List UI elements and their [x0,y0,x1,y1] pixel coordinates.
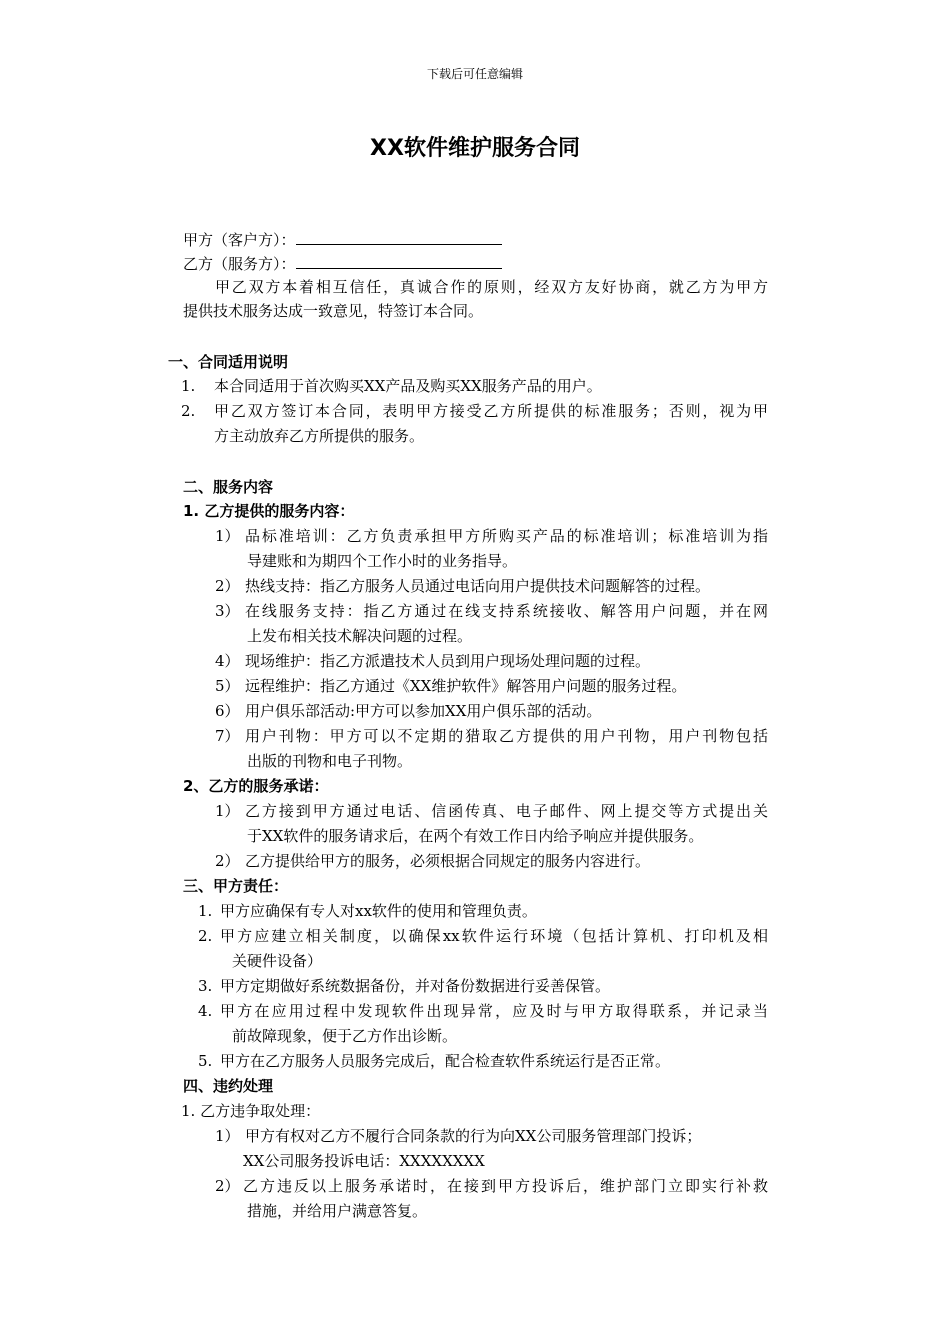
breach-item-1-num: 1） [215,1127,240,1145]
service-item-6-text: 用户俱乐部活动:甲方可以参加XX用户俱乐部的活动。 [245,702,602,720]
service-item-7-num: 7） [215,727,240,745]
intro-line-1: 甲乙双方本着相互信任，真诚合作的原则，经双方友好协商，就乙方为甲方 [215,278,768,296]
promise-item-1-num: 1） [215,802,240,820]
party-a-blank[interactable] [296,228,502,245]
promise-item-2-text: 乙方提供给甲方的服务，必须根据合同规定的服务内容进行。 [245,852,651,870]
duty-item-4-text: 甲方在应用过程中发现软件出现异常，应及时与甲方取得联系，并记录当 [220,1002,768,1020]
service-item-1-text-cont: 导建账和为期四个工作小时的业务指导。 [247,552,518,570]
promise-item-2-num: 2） [215,852,240,870]
service-item-4-text: 现场维护：指乙方派遣技术人员到用户现场处理问题的过程。 [245,652,651,670]
promise-item-1-text-cont: 于XX软件的服务请求后，在两个有效工作日内给予响应并提供服务。 [247,827,704,845]
section2-sub1-heading: 1. 乙方提供的服务内容： [183,502,355,520]
service-item-7-text-cont: 出版的刊物和电子刊物。 [247,752,413,770]
service-item-3-num: 3） [215,602,240,620]
intro-line-2: 提供技术服务达成一致意见，特签订本合同。 [183,302,484,320]
section2-heading: 二、服务内容 [183,478,274,496]
breach-item-1-text: 甲方有权对乙方不履行合同条款的行为向XX公司服务管理部门投诉； [245,1127,702,1145]
section1-heading: 一、合同适用说明 [168,353,289,371]
item-number: 2. [181,402,196,420]
breach-item-2-num: 2） [215,1177,240,1195]
service-item-1-text: 品标准培训：乙方负责承担甲方所购买产品的标准培训；标准培训为指 [245,527,768,545]
section4-sub1-heading: 1. 乙方违争取处理： [181,1102,321,1120]
duty-item-3-text: 甲方定期做好系统数据备份，并对备份数据进行妥善保管。 [220,977,611,995]
breach-item-2-text: 乙方违反以上服务承诺时，在接到甲方投诉后，维护部门立即实行补救 [243,1177,768,1195]
section4-heading: 四、违约处理 [183,1077,274,1095]
party-b-blank[interactable] [296,252,502,269]
breach-item-2-text-cont: 措施，并给用户满意答复。 [247,1202,428,1220]
party-a-label: 甲方（客户方）： [183,231,296,249]
duty-item-4-text-cont: 前故障现象，便于乙方作出诊断。 [232,1027,458,1045]
service-item-5-text: 远程维护：指乙方通过《XX维护软件》解答用户问题的服务过程。 [245,677,687,695]
breach-item-1-text-cont: XX公司服务投诉电话：XXXXXXXX [243,1152,485,1170]
party-a-line [183,228,502,251]
service-item-2-text: 热线支持：指乙方服务人员通过电话向用户提供技术问题解答的过程。 [245,577,711,595]
section1-item-2 [181,400,195,422]
duty-item-2-text-cont: 关硬件设备） [232,952,323,970]
service-item-3-text-cont: 上发布相关技术解决问题的过程。 [247,627,473,645]
promise-item-1-text: 乙方接到甲方通过电话、信函传真、电子邮件、网上提交等方式提出关 [245,802,768,820]
duty-item-1-num: 1. [198,902,213,920]
duty-item-4-num: 4. [198,1002,213,1020]
duty-item-1-text: 甲方应确保有专人对xx软件的使用和管理负责。 [220,902,537,920]
duty-item-2-num: 2. [198,927,213,945]
section1-item-1 [181,375,195,397]
document-title: XX软件维护服务合同 [370,136,580,161]
section1-item-2-text: 甲乙双方签订本合同，表明甲方接受乙方所提供的标准服务；否则，视为甲 [214,402,768,420]
service-item-2-num: 2） [215,577,240,595]
service-item-4-num: 4） [215,652,240,670]
service-item-1-num: 1） [215,527,240,545]
duty-item-5-text: 甲方在乙方服务人员服务完成后，配合检查软件系统运行是否正常。 [220,1052,671,1070]
section1-item-1-text: 本合同适用于首次购买XX产品及购买XX服务产品的用户。 [214,377,602,395]
party-b-label: 乙方（服务方）： [183,255,296,273]
duty-item-3-num: 3. [198,977,213,995]
section3-heading: 三、甲方责任： [183,877,289,895]
item-number: 1. [181,377,196,395]
service-item-6-num: 6） [215,702,240,720]
header-note: 下载后可任意编辑 [426,67,523,81]
party-b-line [183,252,502,275]
service-item-7-text: 用户刊物：甲方可以不定期的猎取乙方提供的用户刊物，用户刊物包括 [245,727,768,745]
service-item-5-num: 5） [215,677,240,695]
service-item-3-text: 在线服务支持：指乙方通过在线支持系统接收、解答用户问题，并在网 [245,602,768,620]
duty-item-5-num: 5. [198,1052,213,1070]
section1-item-2-text-cont: 方主动放弃乙方所提供的服务。 [214,427,425,445]
duty-item-2-text: 甲方应建立相关制度，以确保xx软件运行环境（包括计算机、打印机及相 [220,927,768,945]
section2-sub2-heading: 2、乙方的服务承诺： [183,777,329,795]
